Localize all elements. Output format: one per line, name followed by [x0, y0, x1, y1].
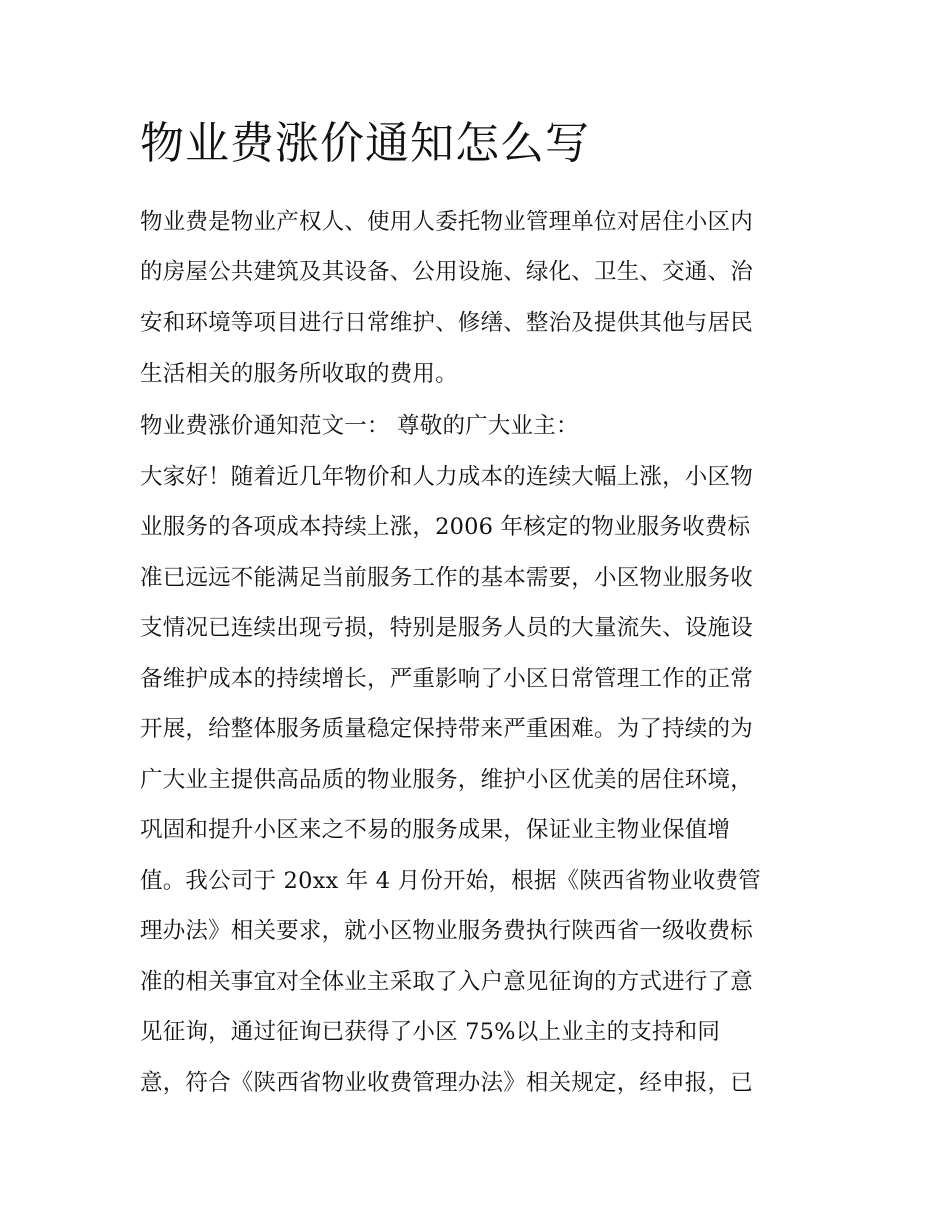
text-line: 值。我公司于 20xx 年 4 月份开始，根据《陕西省物业收费管	[140, 868, 761, 894]
text-line: 备维护成本的持续增长，严重影响了小区日常管理工作的正常	[140, 666, 753, 692]
text-line: 准已远远不能满足当前服务工作的基本需要，小区物业服务收	[140, 565, 753, 591]
text-line: 安和环境等项目进行日常维护、修缮、整治及提供其他与居民	[140, 310, 753, 336]
text-line: 的房屋公共建筑及其设备、公用设施、绿化、卫生、交通、治	[140, 259, 753, 285]
text-line: 理办法》相关要求，就小区物业服务费执行陕西省一级收费标	[140, 918, 753, 944]
text-line: 见征询，通过征询已获得了小区 75%以上业主的支持和同	[140, 1019, 721, 1045]
text-line: 准的相关事宜对全体业主采取了入户意见征询的方式进行了意	[140, 969, 753, 995]
text-line: 意，符合《陕西省物业收费管理办法》相关规定，经申报，已	[140, 1070, 753, 1096]
text-line: 生活相关的服务所收取的费用。	[140, 361, 458, 387]
document-title: 物业费涨价通知怎么写	[140, 118, 590, 169]
text-line: 业服务的各项成本持续上涨，2006 年核定的物业服务收费标	[140, 514, 751, 540]
text-line: 广大业主提供高品质的物业服务，维护小区优美的居住环境，	[140, 767, 753, 793]
text-line: 开展，给整体服务质量稳定保持带来严重困难。为了持续的为	[140, 716, 753, 742]
text-line: 大家好！随着近几年物价和人力成本的连续大幅上涨，小区物	[140, 464, 753, 490]
text-line: 支情况已连续出现亏损，特别是服务人员的大量流失、设施设	[140, 615, 753, 641]
text-line: 巩固和提升小区来之不易的服务成果，保证业主物业保值增	[140, 817, 731, 843]
text-line: 物业费是物业产权人、使用人委托物业管理单位对居住小区内	[140, 209, 753, 235]
section-heading-line: 物业费涨价通知范文一： 尊敬的广大业主：	[140, 413, 579, 439]
